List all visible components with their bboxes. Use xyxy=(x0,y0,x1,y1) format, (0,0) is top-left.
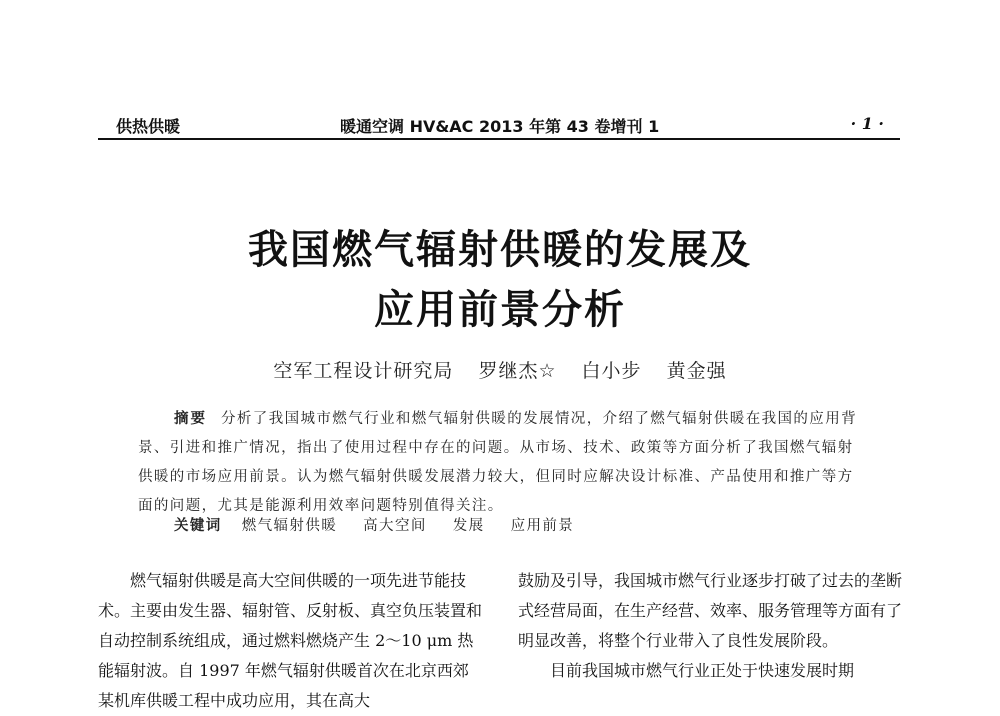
author-name: 黄金强 xyxy=(666,360,727,382)
keyword: 高大空间 xyxy=(363,518,427,534)
keyword: 应用前景 xyxy=(510,518,575,534)
journal-info: 暖通空调 HV&AC 2013 年第 43 卷增刊 1 xyxy=(340,117,660,136)
body-paragraph: 目前我国城市燃气行业正处于快速发展时期 xyxy=(550,661,855,680)
author-name: 罗继杰☆ xyxy=(478,360,557,382)
abstract-text: 分析了我国城市燃气行业和燃气辐射供暖的发展情况，介绍了燃气辐射供暖在我国的应用背景、引进和推广情况，指出了使用过程中存在的问题。从市场、技术、政策等方面分析了我国燃气辐射供暖的市场应用前景。认为燃气辐射供暖发展潜力较大，但同时应解决设计标准、产品使用和推广等方面的问题，尤其是能源利用效率问题特别值得关注。 xyxy=(138,411,857,514)
running-header xyxy=(98,112,900,140)
section-label: 供热供暖 xyxy=(116,117,181,136)
keyword: 燃气辐射供暖 xyxy=(241,518,338,534)
author-line xyxy=(0,356,1000,383)
abstract xyxy=(138,405,866,521)
body-column-right xyxy=(518,566,902,686)
page-number: · 1 · xyxy=(850,114,884,133)
paper-title-line-2: 应用前景分析 xyxy=(374,287,626,333)
abstract-label: 摘要 xyxy=(174,411,207,427)
body-paragraph: 鼓励及引导，我国城市燃气行业逐步打破了过去的垄断式经营局面，在生产经营、效率、服务管理等方面有了明显改善，将整个行业带入了良性发展阶段。 xyxy=(518,571,903,650)
keywords xyxy=(174,514,874,535)
keywords-label: 关键词 xyxy=(174,518,222,534)
body-paragraph: 燃气辐射供暖是高大空间供暖的一项先进节能技术。主要由发生器、辐射管、反射板、真空负压装置和自动控制系统组成，通过燃料燃烧产生 2～10 μm 热能辐射波。自 1997 年燃气辐射供暖首次在北京西郊某机库供暖工程中成功应用，其在高大 xyxy=(98,571,483,710)
paper-title-line-1: 我国燃气辐射供暖的发展及 xyxy=(248,227,752,273)
affiliation: 空军工程设计研究局 xyxy=(273,360,454,382)
body-column-left xyxy=(98,566,482,716)
keyword: 发展 xyxy=(452,518,485,534)
author-name: 白小步 xyxy=(581,360,642,382)
